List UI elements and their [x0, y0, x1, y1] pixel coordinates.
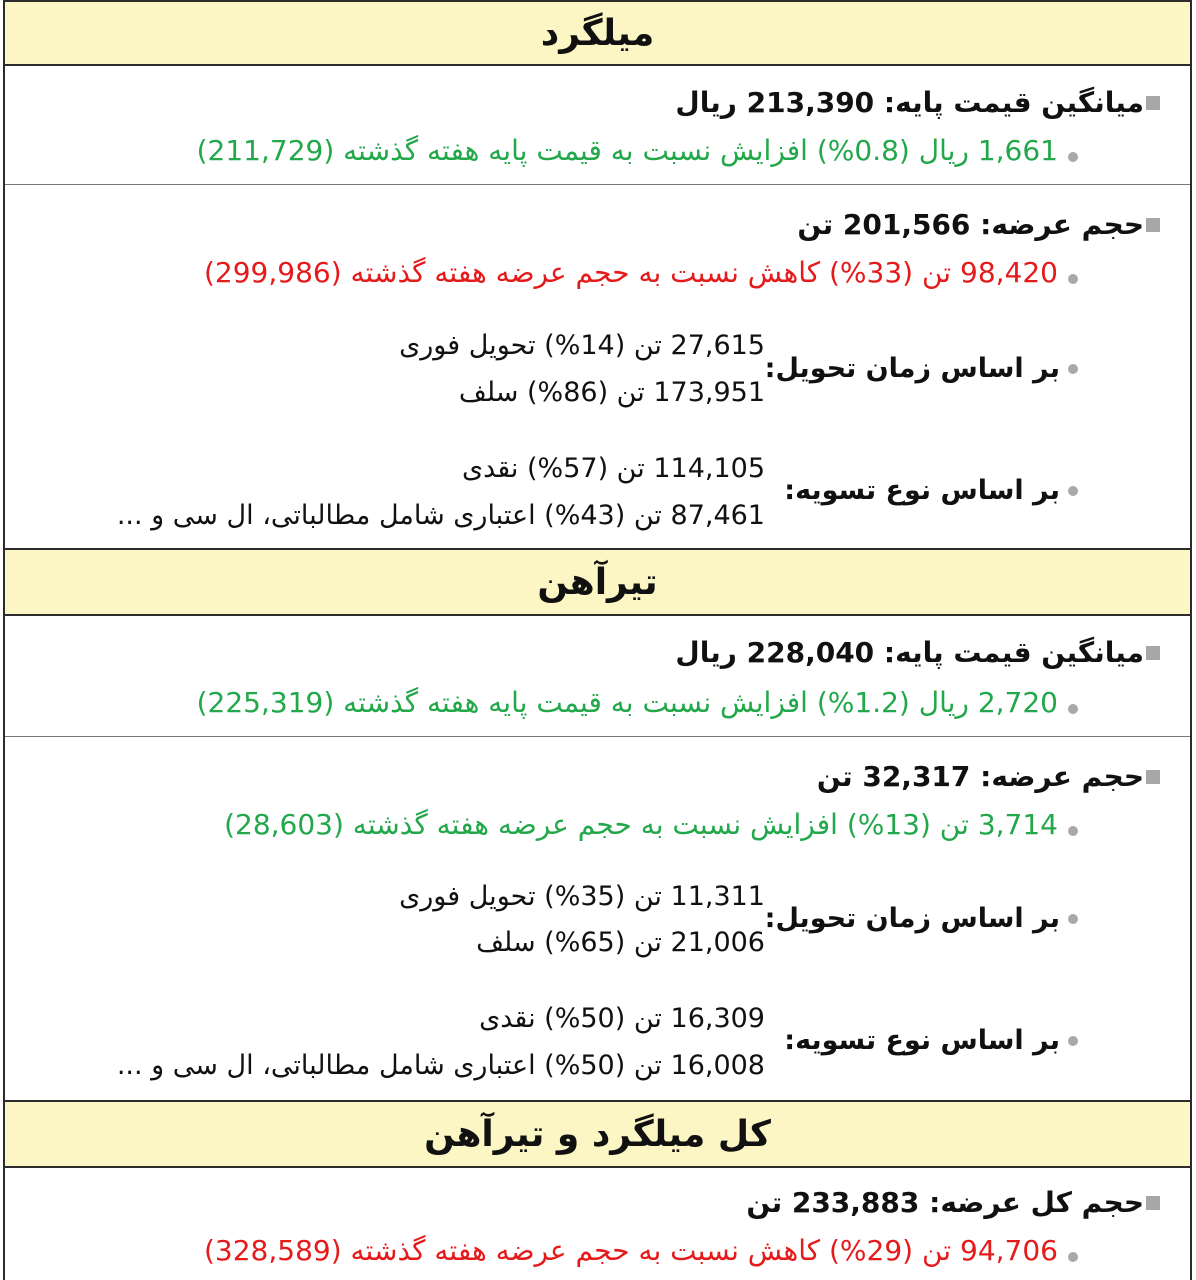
supply-unit: تن: [816, 759, 853, 793]
square-bullet-icon: [1146, 96, 1160, 110]
supply-label: حجم عرضه:: [980, 207, 1144, 241]
dot-bullet-icon: [1068, 152, 1078, 162]
delivery-label: [765, 348, 1060, 388]
base-price-label: میانگین قیمت پایه:: [883, 635, 1144, 669]
delivery-line-text: 11,311 تن (35%) تحویل فوری: [399, 880, 765, 912]
total-supply-label: حجم کل عرضه:: [929, 1185, 1144, 1219]
report-container: [3, 0, 1192, 1280]
square-bullet-icon: [1146, 646, 1160, 660]
settlement-line: [479, 998, 765, 1038]
section-title: کل میلگرد و تیرآهن: [424, 1113, 771, 1155]
section-title: میلگرد: [540, 12, 655, 54]
settlement-line: [117, 495, 765, 535]
square-bullet-icon: [1146, 770, 1160, 784]
total-supply-value: 233,883: [791, 1185, 920, 1219]
supply-unit: تن: [797, 207, 834, 241]
section-header-rebar: [5, 0, 1190, 66]
delivery-line-text: 21,006 تن (65%) سلف: [476, 926, 765, 958]
supply-row: [817, 756, 1144, 796]
settlement-line-text: 87,461 تن (43%) اعتباری شامل مطالباتی، ال سی و ...: [116, 499, 765, 531]
delivery-label-text: بر اساس زمان تحویل:: [764, 352, 1060, 384]
settlement-line-text: 16,008 تن (50%) اعتباری شامل مطالباتی، ال سی و ...: [116, 1049, 765, 1081]
settlement-label-text: بر اساس نوع تسویه:: [784, 1024, 1060, 1056]
total-supply-change-text: 94,706 تن (29%) کاهش نسبت به حجم عرضه هفته گذشته (328,589): [203, 1233, 1058, 1267]
supply-row: [797, 204, 1144, 244]
total-supply-row: [746, 1182, 1144, 1222]
delivery-line: [399, 876, 765, 916]
supply-change-text: 3,714 تن (13%) افزایش نسبت به حجم عرضه هفته گذشته (28,603): [224, 807, 1058, 841]
dot-bullet-icon: [1068, 364, 1078, 374]
supply-change: [224, 804, 1058, 844]
base-price-row: [675, 632, 1144, 672]
settlement-label-text: بر اساس نوع تسویه:: [784, 474, 1060, 506]
base-price-unit: ریال: [675, 635, 737, 669]
total-supply-unit: تن: [746, 1185, 783, 1219]
divider: [5, 184, 1190, 185]
supply-label: حجم عرضه:: [980, 759, 1144, 793]
supply-change-text: 98,420 تن (33%) کاهش نسبت به حجم عرضه هفته گذشته (299,986): [203, 255, 1058, 289]
base-price-label: میانگین قیمت پایه:: [883, 85, 1144, 119]
settlement-line: [117, 1045, 765, 1085]
dot-bullet-icon: [1068, 1252, 1078, 1262]
base-price-change: [197, 130, 1058, 170]
base-price-value: 213,390: [746, 85, 875, 119]
base-price-change-text: 1,661 ریال (0.8%) افزایش نسبت به قیمت پایه هفته گذشته (211,729): [196, 133, 1058, 167]
square-bullet-icon: [1146, 1196, 1160, 1210]
dot-bullet-icon: [1068, 486, 1078, 496]
supply-change: [204, 252, 1058, 292]
supply-value: 201,566: [842, 207, 971, 241]
dot-bullet-icon: [1068, 1036, 1078, 1046]
divider: [5, 736, 1190, 737]
dot-bullet-icon: [1068, 826, 1078, 836]
section-header-ibeam: [5, 548, 1190, 616]
supply-value: 32,317: [862, 759, 971, 793]
settlement-label: [784, 1020, 1060, 1060]
base-price-row: [675, 82, 1144, 122]
base-price-change: [197, 682, 1058, 722]
dot-bullet-icon: [1068, 704, 1078, 714]
delivery-label-text: بر اساس زمان تحویل:: [764, 902, 1060, 934]
dot-bullet-icon: [1068, 914, 1078, 924]
total-supply-change: [204, 1230, 1058, 1270]
dot-bullet-icon: [1068, 274, 1078, 284]
delivery-line: [476, 922, 765, 962]
settlement-line: [462, 448, 765, 488]
delivery-label: [765, 898, 1060, 938]
base-price-unit: ریال: [675, 85, 737, 119]
settlement-label: [784, 470, 1060, 510]
settlement-line-text: 114,105 تن (57%) نقدی: [461, 452, 765, 484]
base-price-value: 228,040: [746, 635, 875, 669]
delivery-line-text: 173,951 تن (86%) سلف: [458, 376, 765, 408]
section-title: تیرآهن: [537, 561, 658, 603]
square-bullet-icon: [1146, 218, 1160, 232]
section-header-total: [5, 1100, 1190, 1168]
settlement-line-text: 16,309 تن (50%) نقدی: [479, 1002, 765, 1034]
delivery-line: [459, 372, 765, 412]
delivery-line: [399, 325, 765, 365]
base-price-change-text: 2,720 ریال (1.2%) افزایش نسبت به قیمت پایه هفته گذشته (225,319): [196, 685, 1058, 719]
delivery-line-text: 27,615 تن (14%) تحویل فوری: [399, 329, 765, 361]
